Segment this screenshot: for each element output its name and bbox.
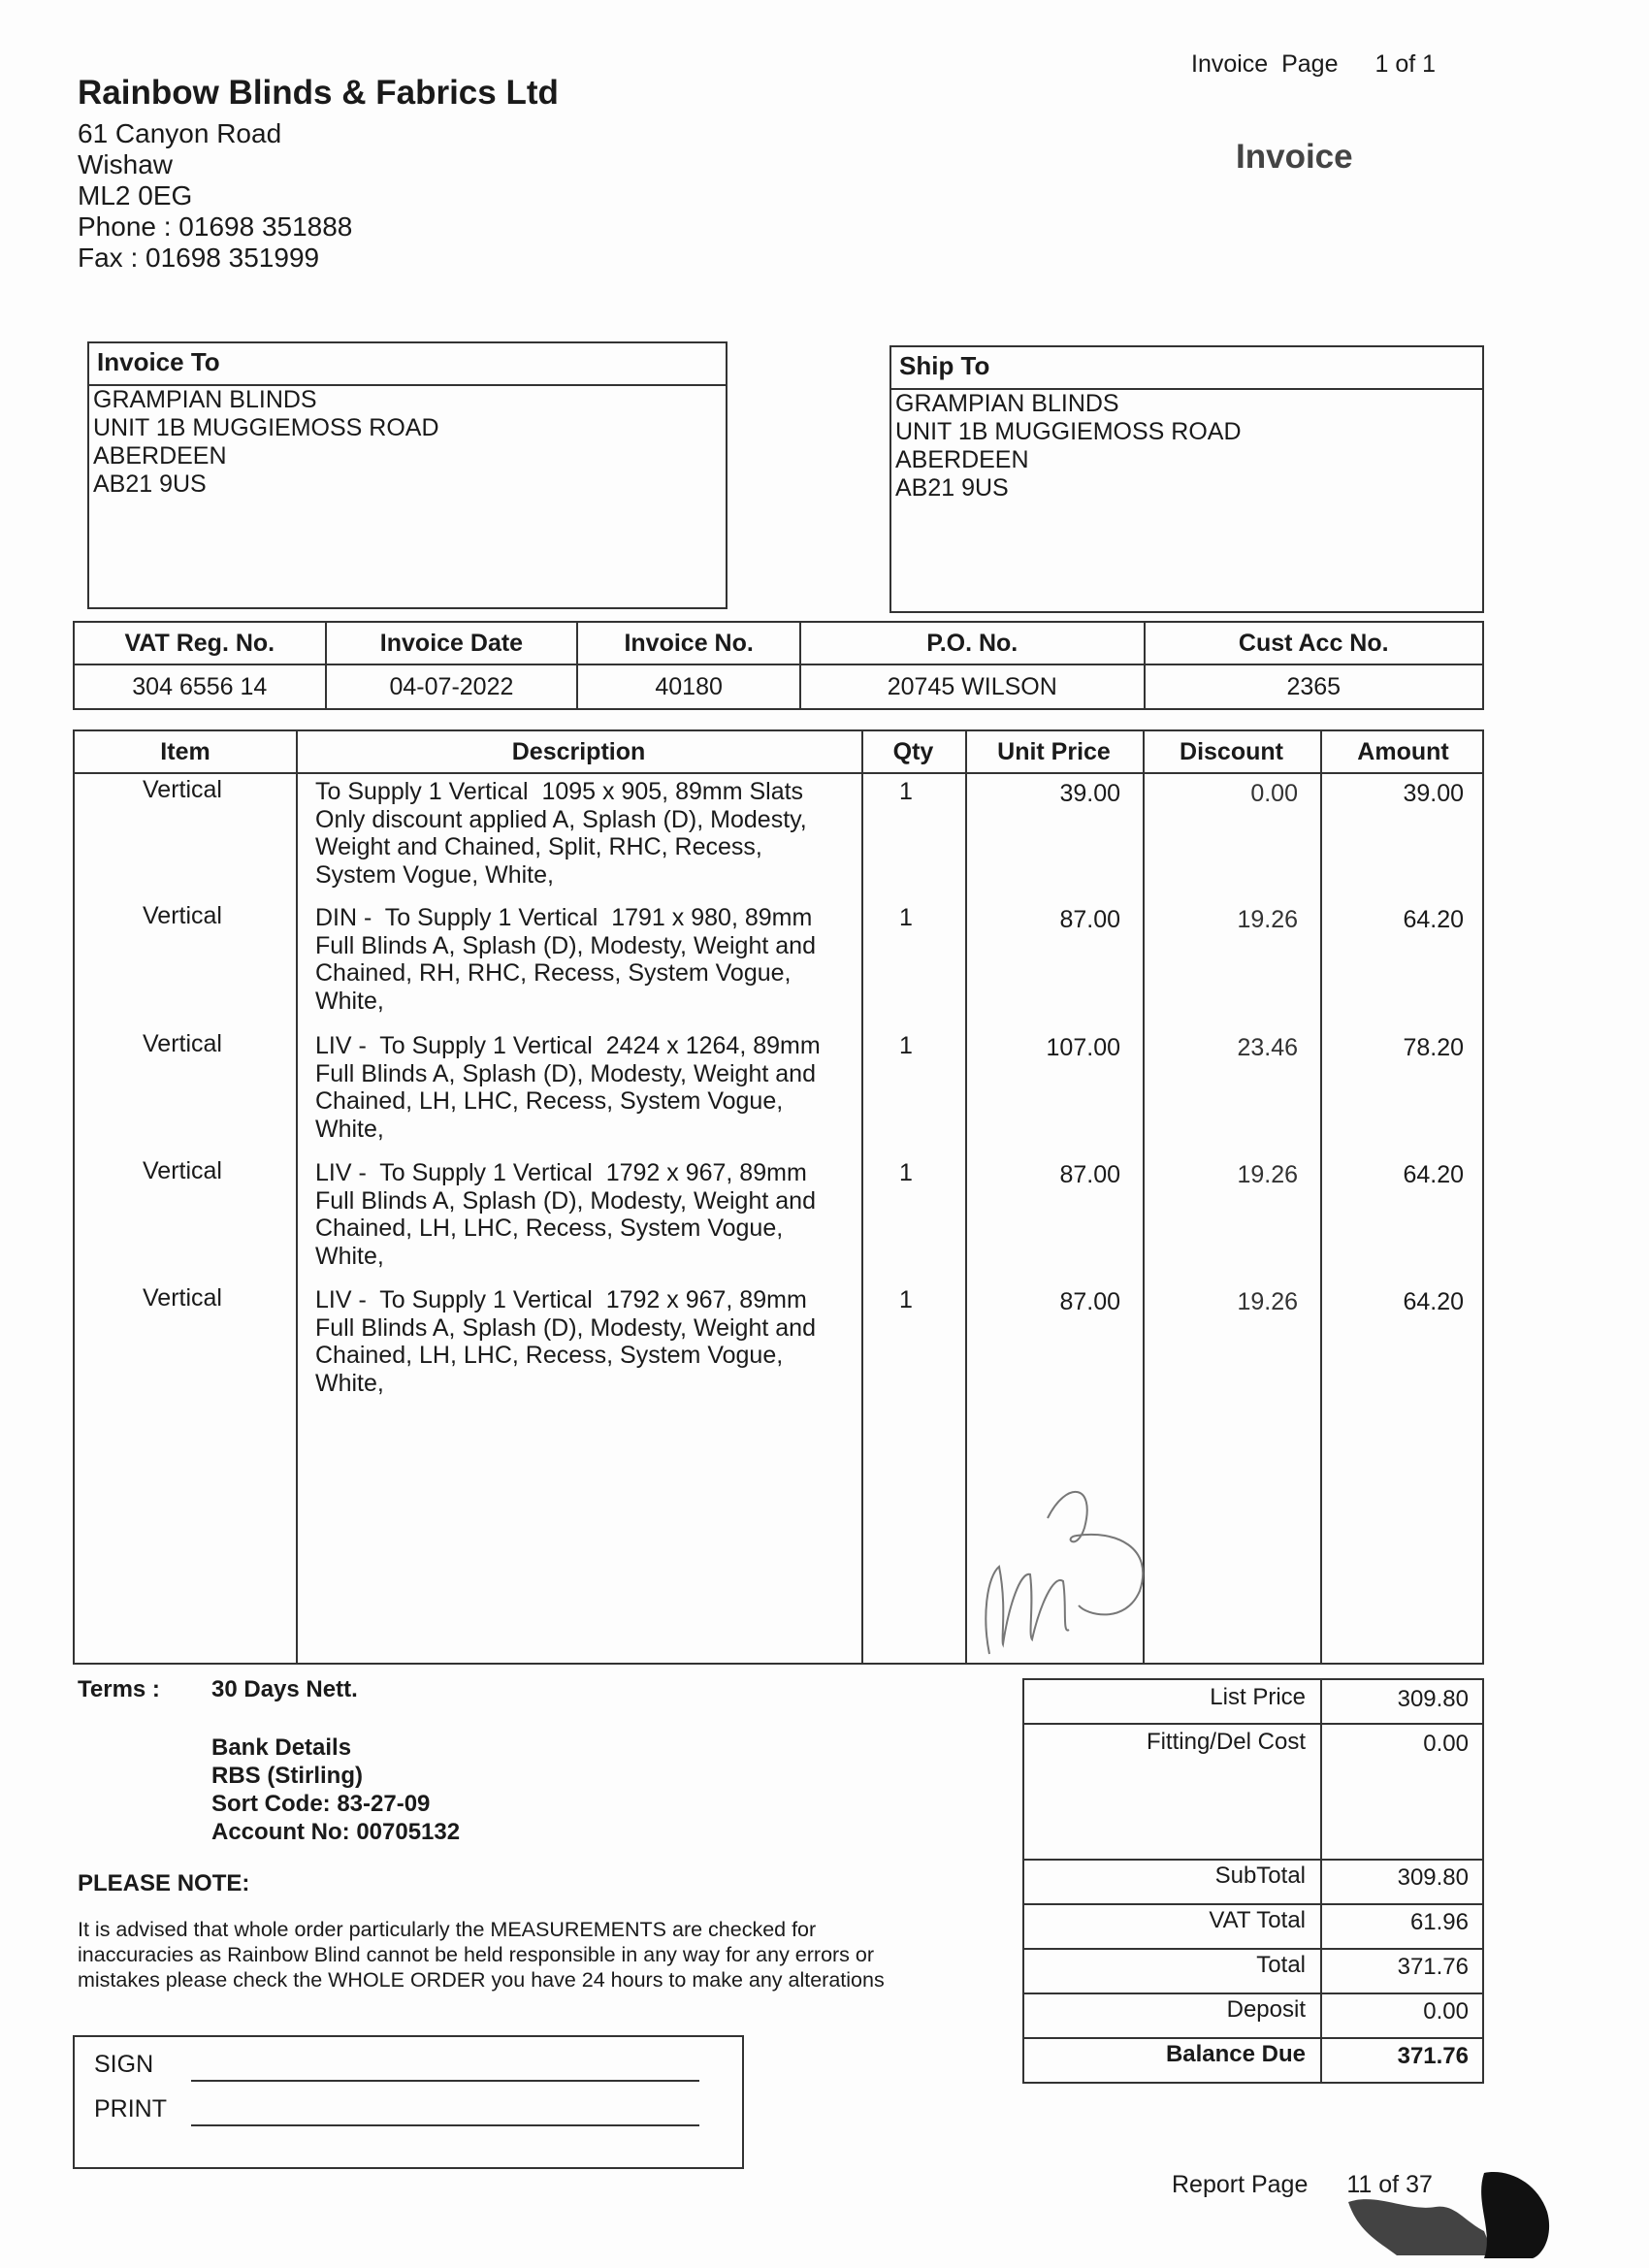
item-cell: Vertical (143, 1157, 222, 1184)
totals-row-line (1024, 1903, 1482, 1905)
description-line: Full Blinds A, Splash (D), Modesty, Weight and (315, 1313, 816, 1342)
amount-cell: 39.00 (1403, 780, 1464, 807)
description-line: DIN - To Supply 1 Vertical 1791 x 980, 89mm (315, 904, 813, 931)
company-address-line: Wishaw (78, 149, 174, 179)
invoice-page-label: Invoice Page (1191, 50, 1339, 78)
item-column-header: Item (160, 738, 210, 765)
amount-cell: 78.20 (1403, 1034, 1464, 1061)
unit-price-cell: 87.00 (1059, 906, 1120, 933)
description-line: Chained, LH, LHC, Recess, System Vogue, (315, 1087, 784, 1115)
sign-line[interactable] (191, 2080, 699, 2082)
company-address-line: 61 Canyon Road (78, 118, 282, 148)
ship-to-line: UNIT 1B MUGGIEMOSS ROAD (895, 418, 1242, 445)
vat-total-label: VAT Total (1209, 1907, 1306, 1933)
please-note-title: PLEASE NOTE: (78, 1870, 250, 1896)
discount-cell: 23.46 (1237, 1034, 1298, 1061)
note-line: It is advised that whole order particularly the MEASUREMENTS are checked for (78, 1918, 817, 1941)
document-title: Invoice (1236, 138, 1353, 176)
description-line: LIV - To Supply 1 Vertical 2424 x 1264, 89mm (315, 1032, 821, 1059)
list-price-label: List Price (1210, 1684, 1306, 1710)
company-phone: Phone : 01698 351888 (78, 211, 353, 242)
vat-reg-header: VAT Reg. No. (74, 622, 326, 664)
description-cell (315, 778, 807, 889)
amount-cell: 64.20 (1403, 1161, 1464, 1188)
description-line: Chained, RH, RHC, Recess, System Vogue, (315, 959, 792, 987)
totals-row-line (1024, 1948, 1482, 1950)
cust-acc-value: 2365 (1145, 664, 1483, 709)
totals-row-line (1024, 1859, 1482, 1861)
company-fax: Fax : 01698 351999 (78, 243, 320, 273)
description-line: Chained, LH, LHC, Recess, System Vogue, (315, 1215, 784, 1242)
totals-row-line (1024, 1993, 1482, 1994)
invoice-date-header: Invoice Date (326, 622, 578, 664)
total-value: 371.76 (1397, 1954, 1469, 1980)
account-number: Account No: 00705132 (211, 1819, 461, 1845)
qty-column-header: Qty (892, 738, 934, 765)
invoice-no-header: Invoice No. (577, 622, 800, 664)
description-line: Chained, LH, LHC, Recess, System Vogue, (315, 1342, 784, 1369)
bank-details-heading: Bank Details (211, 1734, 352, 1761)
unit-price-cell: 107.00 (1046, 1034, 1120, 1061)
invoice-date-value: 04-07-2022 (326, 664, 578, 709)
invoice-to-line: AB21 9US (93, 470, 207, 498)
description-line: LIV - To Supply 1 Vertical 1792 x 967, 89mm (315, 1159, 807, 1186)
column-divider (861, 731, 863, 1663)
amount-column-header: Amount (1357, 738, 1449, 765)
qty-cell: 1 (899, 1286, 913, 1313)
discount-column-header: Discount (1180, 738, 1283, 765)
item-cell: Vertical (143, 902, 222, 929)
print-label: PRINT (94, 2095, 167, 2122)
total-label: Total (1256, 1952, 1306, 1978)
invoice-to-line: ABERDEEN (93, 442, 227, 470)
description-line: White, (315, 1242, 384, 1270)
invoice-no-value: 40180 (577, 664, 800, 709)
ship-to-line: AB21 9US (895, 474, 1009, 502)
cust-acc-header: Cust Acc No. (1145, 622, 1483, 664)
note-line: inaccuracies as Rainbow Blind cannot be held responsible in any way for any errors or (78, 1943, 875, 1966)
invoice-to-box (87, 341, 728, 609)
print-line[interactable] (191, 2124, 699, 2126)
invoice-to-line: UNIT 1B MUGGIEMOSS ROAD (93, 414, 439, 441)
totals-box (1022, 1678, 1484, 2084)
invoice-page-value: 1 of 1 (1374, 50, 1437, 78)
description-line: White, (315, 987, 384, 1015)
item-cell: Vertical (143, 776, 222, 803)
unit-price-cell: 87.00 (1059, 1288, 1120, 1315)
column-divider (296, 731, 298, 1663)
terms-value: 30 Days Nett. (211, 1676, 358, 1702)
description-line: To Supply 1 Vertical 1095 x 905, 89mm Slats (315, 778, 804, 805)
qty-cell: 1 (899, 1159, 913, 1186)
report-page-label: Report Page (1172, 2171, 1309, 2198)
discount-cell: 19.26 (1237, 1288, 1298, 1315)
discount-cell: 19.26 (1237, 906, 1298, 933)
line-items-table (73, 729, 1484, 1665)
item-cell: Vertical (143, 1284, 222, 1312)
ship-to-line: ABERDEEN (895, 446, 1029, 473)
totals-row-line (1024, 2037, 1482, 2039)
totals-row-line (1024, 1723, 1482, 1725)
description-line: Only discount applied A, Splash (D), Modesty, (315, 805, 807, 833)
description-line: Weight and Chained, Split, RHC, Recess, (315, 833, 762, 860)
description-line: Full Blinds A, Splash (D), Modesty, Weight and (315, 1059, 816, 1087)
description-line: System Vogue, White, (315, 860, 554, 889)
amount-cell: 64.20 (1403, 1288, 1464, 1315)
description-line: White, (315, 1369, 384, 1397)
ship-to-heading: Ship To (891, 347, 1482, 390)
description-line: LIV - To Supply 1 Vertical 1792 x 967, 89mm (315, 1286, 807, 1313)
balance-due-value: 371.76 (1397, 2043, 1469, 2069)
subtotal-value: 309.80 (1397, 1864, 1469, 1891)
bank-name: RBS (Stirling) (211, 1763, 363, 1789)
list-price-value: 309.80 (1397, 1686, 1469, 1712)
balance-due-label: Balance Due (1165, 2041, 1306, 2067)
description-line: Full Blinds A, Splash (D), Modesty, Weight and (315, 1186, 816, 1215)
description-column-header: Description (511, 738, 646, 765)
unit-price-cell: 87.00 (1059, 1161, 1120, 1188)
description-line: White, (315, 1115, 384, 1143)
please-note-text (78, 1917, 989, 1993)
discount-cell: 19.26 (1237, 1161, 1298, 1188)
terms-label: Terms : (78, 1676, 160, 1702)
discount-cell: 0.00 (1250, 780, 1298, 807)
deposit-label: Deposit (1226, 1996, 1306, 2023)
description-line: Full Blinds A, Splash (D), Modesty, Weight and (315, 931, 816, 959)
unit-price-cell: 39.00 (1059, 780, 1120, 807)
invoice-page-indicator (1191, 50, 1436, 79)
scan-smudge (1339, 2163, 1571, 2260)
sort-code: Sort Code: 83-27-09 (211, 1791, 431, 1817)
ship-to-box (889, 345, 1484, 613)
vat-reg-value: 304 6556 14 (74, 664, 326, 709)
invoice-meta-table (73, 621, 1484, 710)
amount-cell: 64.20 (1403, 906, 1464, 933)
invoice-to-heading: Invoice To (89, 343, 726, 386)
vat-total-value: 61.96 (1409, 1909, 1469, 1935)
description-cell (315, 904, 816, 1015)
fitting-del-cost-value: 0.00 (1423, 1731, 1469, 1757)
report-page-value: 11 of 37 (1346, 2171, 1433, 2198)
column-divider (1320, 731, 1322, 1663)
fitting-del-cost-label: Fitting/Del Cost (1146, 1729, 1306, 1755)
qty-cell: 1 (899, 778, 913, 805)
subtotal-label: SubTotal (1214, 1863, 1306, 1889)
description-cell (315, 1032, 821, 1143)
description-cell (315, 1159, 816, 1270)
ship-to-line: GRAMPIAN BLINDS (895, 390, 1119, 417)
sign-print-box (73, 2035, 744, 2169)
po-no-header: P.O. No. (800, 622, 1145, 664)
company-name: Rainbow Blinds & Fabrics Ltd (78, 74, 559, 112)
unit-price-column-header: Unit Price (997, 738, 1111, 765)
handwritten-initials (970, 1460, 1183, 1664)
qty-cell: 1 (899, 904, 913, 931)
company-address-line: ML2 0EG (78, 180, 193, 211)
column-divider (965, 731, 967, 1663)
description-cell (315, 1286, 816, 1397)
invoice-to-line: GRAMPIAN BLINDS (93, 386, 317, 413)
note-line: mistakes please check the WHOLE ORDER you have 24 hours to make any alterations (78, 1968, 885, 1992)
po-no-value: 20745 WILSON (800, 664, 1145, 709)
qty-cell: 1 (899, 1032, 913, 1059)
header-divider (75, 772, 1482, 774)
deposit-value: 0.00 (1423, 1998, 1469, 2025)
sign-label: SIGN (94, 2051, 154, 2078)
item-cell: Vertical (143, 1030, 222, 1057)
